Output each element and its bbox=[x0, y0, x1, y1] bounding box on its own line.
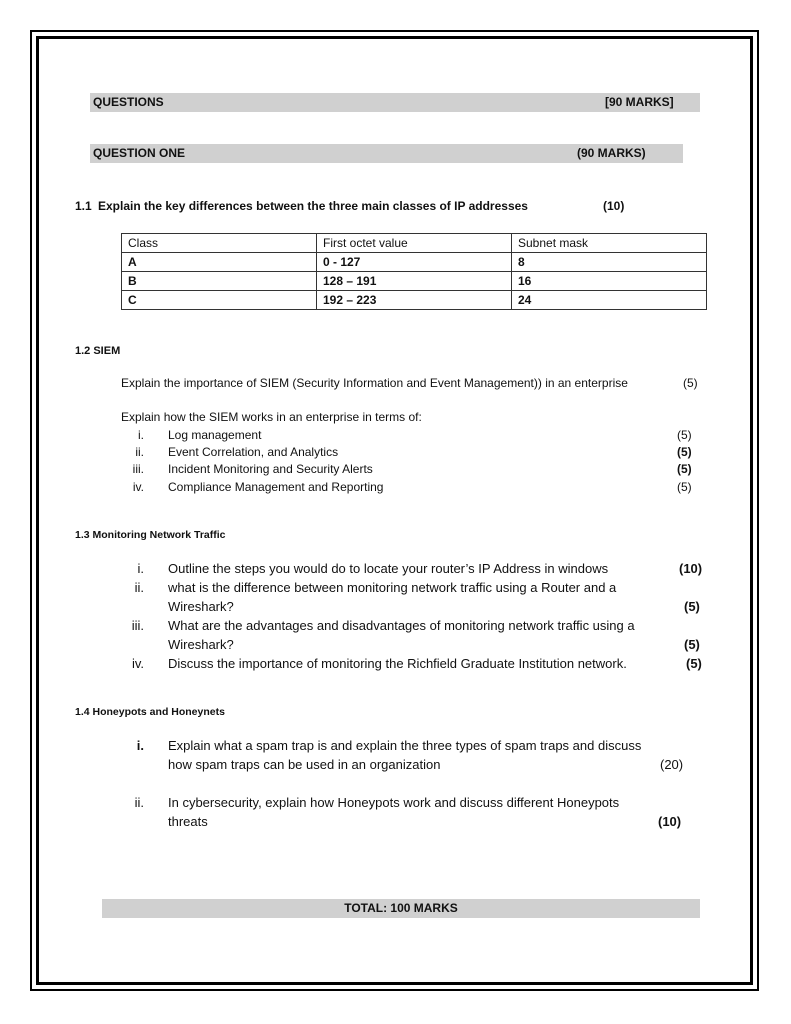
table-cell: 0 - 127 bbox=[317, 253, 512, 272]
table-cell: A bbox=[122, 253, 317, 272]
list-item-marks: (5) bbox=[677, 428, 692, 442]
table-header-subnet-mask: Subnet mask bbox=[512, 234, 707, 253]
list-item-marks: (5) bbox=[684, 637, 700, 652]
table-cell: C bbox=[122, 291, 317, 310]
list-item-text: What are the advantages and disadvantages of monitoring network traffic using a bbox=[168, 618, 635, 633]
question-one-bar bbox=[90, 144, 683, 163]
q1-3-heading: 1.3 Monitoring Network Traffic bbox=[75, 529, 226, 541]
table-row bbox=[122, 291, 707, 310]
questions-label: QUESTIONS bbox=[93, 95, 164, 109]
q1-2-heading: 1.2 SIEM bbox=[75, 345, 121, 357]
table-header-class: Class bbox=[122, 234, 317, 253]
table-cell: 192 – 223 bbox=[317, 291, 512, 310]
list-item-text-cont: Wireshark? bbox=[168, 599, 234, 614]
table-row bbox=[122, 253, 707, 272]
list-item-text: Incident Monitoring and Security Alerts bbox=[168, 462, 373, 476]
total-marks: TOTAL: 100 MARKS bbox=[344, 901, 458, 915]
list-item-num: ii. bbox=[134, 795, 144, 810]
list-item-marks: (5) bbox=[677, 480, 692, 494]
questions-marks: [90 MARKS] bbox=[605, 95, 674, 109]
table-header-row bbox=[122, 234, 707, 253]
list-item-text: what is the difference between monitoring network traffic using a Router and a bbox=[168, 580, 617, 595]
table-row bbox=[122, 272, 707, 291]
list-item-num: iii. bbox=[132, 462, 144, 476]
q1-2-intro: Explain how the SIEM works in an enterprise in terms of: bbox=[121, 410, 422, 424]
list-item-marks: (5) bbox=[684, 599, 700, 614]
list-item-marks: (5) bbox=[677, 462, 692, 476]
list-item-num: ii. bbox=[134, 580, 144, 595]
table-header-first-octet: First octet value bbox=[317, 234, 512, 253]
table-cell: 8 bbox=[512, 253, 707, 272]
list-item-num: iv. bbox=[132, 480, 144, 494]
q1-2-importance-text: Explain the importance of SIEM (Security Information and Event Management)) in an enterprise bbox=[121, 376, 628, 390]
question-one-marks: (90 MARKS) bbox=[577, 146, 646, 160]
list-item-marks: (10) bbox=[658, 814, 682, 829]
table-cell: 24 bbox=[512, 291, 707, 310]
table-cell: 16 bbox=[512, 272, 707, 291]
list-item-text: Outline the steps you would do to locate your router’s IP Address in windows bbox=[168, 561, 609, 576]
list-item-marks: (10) bbox=[679, 561, 703, 576]
list-item-text: In cybersecurity, explain how Honeypots work and discuss different Honeypots bbox=[168, 795, 620, 810]
q1-4-heading: 1.4 Honeypots and Honeynets bbox=[75, 706, 225, 718]
question-one-label: QUESTION ONE bbox=[93, 146, 186, 160]
list-item-num: i. bbox=[137, 561, 144, 576]
page-border-inner bbox=[36, 36, 753, 985]
list-item-num: iii. bbox=[131, 618, 144, 633]
questions-header-bar bbox=[90, 93, 700, 112]
list-item-text: Event Correlation, and Analytics bbox=[168, 445, 339, 459]
list-item-num: ii. bbox=[135, 445, 144, 459]
list-item-text-cont: how spam traps can be used in an organization bbox=[168, 757, 441, 772]
list-item-text-cont: Wireshark? bbox=[168, 637, 234, 652]
q1-1-marks: (10) bbox=[603, 199, 625, 213]
list-item-marks: (5) bbox=[677, 445, 692, 459]
list-item-text: Explain what a spam trap is and explain the three types of spam traps and discuss bbox=[168, 738, 642, 753]
list-item-num: iv. bbox=[131, 656, 144, 671]
list-item-text: Discuss the importance of monitoring the Richfield Graduate Institution network. bbox=[168, 656, 627, 671]
q1-2-importance-marks: (5) bbox=[683, 376, 698, 390]
table-cell: 128 – 191 bbox=[317, 272, 512, 291]
q1-1-number: 1.1 bbox=[75, 199, 92, 213]
total-bar bbox=[102, 899, 700, 918]
ip-class-table bbox=[121, 233, 707, 310]
list-item-text-cont: threats bbox=[168, 814, 208, 829]
list-item-num: i. bbox=[138, 428, 144, 442]
list-item-text: Compliance Management and Reporting bbox=[168, 480, 384, 494]
list-item-num: i. bbox=[136, 738, 144, 753]
table-cell: B bbox=[122, 272, 317, 291]
q1-1-text: Explain the key differences between the three main classes of IP addresses bbox=[98, 199, 528, 213]
list-item-marks: (20) bbox=[660, 757, 684, 772]
list-item-text: Log management bbox=[168, 428, 262, 442]
list-item-marks: (5) bbox=[686, 656, 702, 671]
